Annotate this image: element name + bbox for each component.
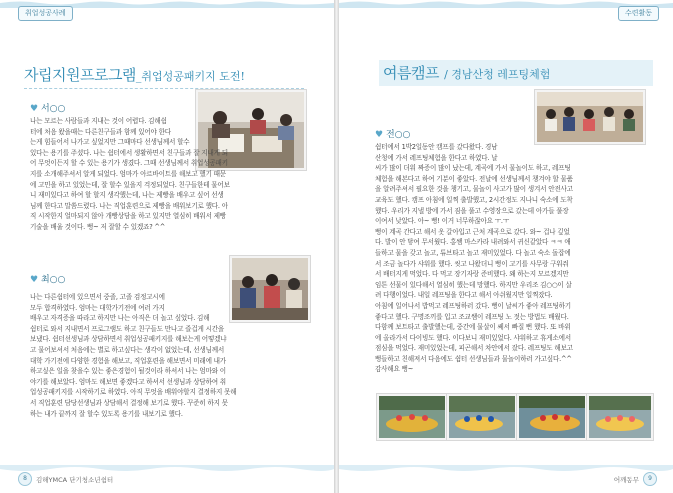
left-section-tab: 취업성공사례 — [18, 6, 73, 21]
left-page-number: 8 — [18, 472, 32, 486]
story-line: 하는 내가 끝까지 잘 할수 있도록 용기를 내보기로 했다. — [30, 409, 183, 418]
right-section-tab: 수련활동 — [618, 6, 659, 21]
right-author — [375, 127, 410, 140]
left-page-title — [24, 64, 304, 89]
right-footer: 어깨동무 — [613, 476, 639, 484]
story-line: 하고싶은 일을 찾을수 있는 좋은경험이 될것이라 하셔서 나는 엄마와 이 — [30, 367, 226, 376]
story-line: 산청에 가서 레프팅체험을 한다고 하였다. 날 — [375, 153, 498, 162]
story-line: 터에 처음 왔을때는 다른친구들과 함께 있어야 한다 — [30, 127, 171, 136]
photo-camp-group — [535, 90, 645, 144]
left-title-sub: _취업성공패키지 도전! — [135, 70, 245, 83]
story-line: 니 재미있다고 하여 할 할지 생각했는데, 나는 제빵을 배우고 싶어 선생 — [30, 191, 224, 200]
photo-rafting-4 — [587, 394, 653, 440]
story-line: 했다. 우리가 지낼 방에 가서 짐을 풀고 수영장으로 갔는데 아가들 풀장 — [375, 206, 569, 215]
story-line: 다함께 보트타고 출발했는데, 중간에 물살이 쎄서 빠질 뻔 했다. 또 바위 — [375, 323, 571, 332]
left-author-1 — [30, 101, 65, 114]
story-line: 임튼 선물이 있다해서 열심히 했는데 망했다. 하지만 우리조 김○○이 살 — [375, 280, 572, 289]
story-line: 는게 힘들어서 나가고 싶었지만 그때마다 선생님께서 할수 — [30, 138, 190, 147]
story-line: 점심을 먹었다. 재미있었는데, 피곤해서 차안에서 잤다. 레프팅도 해보고 — [375, 344, 573, 353]
story-line: 나는 다른쉼터에 있으면서 중졸, 고졸 검정고시에 — [30, 293, 165, 301]
story-line: 기술을 배울 것이다. 뻥~ 저 잘할 수 있겠죠? ^^ — [30, 222, 166, 231]
story-line: 들하고 물을 갖고 놀고, 튜브타고 놀고 재미있었다. 다 놀고 숙소 돌잡에 — [375, 248, 571, 257]
story-line: 있다는 용기를 주셨다. 나는 쉼터에서 생활하면서 친구들과 잘 지내게 되 — [30, 148, 228, 157]
right-page-number: 9 — [643, 472, 657, 486]
story-line: 님께 한다고 말씀드렸다. 나는 직업훈련으로 제빵을 배워보기로 했다. 아 — [30, 201, 228, 210]
story-line: 뻥이 계곡 간다고 해서 옷 갈아입고 근처 계곡으로 갔다. 와~ 겁나 깊었 — [375, 227, 570, 236]
left-footer: 김해YMCA 단기청소년쉼터 — [36, 476, 114, 484]
story-line: 배우고 자격증을 따라고 하지만 나는 아직은 더 놀고 싶었다. 김해 — [30, 314, 210, 323]
story-line: 대학 가기전에 다양한 경험을 해보고, 직업훈련을 해보면서 미래에 내가 — [30, 356, 226, 365]
story-line: 에 올라가서 다이빙도 했다. 이다보니 재미있었다. 샤워하고 휴게소에서 — [375, 333, 571, 342]
left-title-main: 자립지원프로그램 — [24, 66, 136, 84]
story-line: 서 배터지게 먹었다. 다 먹고 장기자랑 준비했다. 왜 하는지 모르겠지만 — [375, 270, 569, 279]
bottom-wave-decoration — [0, 465, 334, 473]
right-story — [375, 142, 573, 375]
story-line: 교육도 했다. 캠프 아침에 일찍 출발했고, 2시간정도 지나니 숙소에 도착 — [375, 195, 573, 204]
heart-icon: ♥ — [375, 130, 384, 140]
right-title-main: 여름캠프 — [383, 64, 439, 82]
author-2-name: 최○○ — [40, 275, 66, 285]
bottom-wave-decoration — [339, 465, 673, 473]
story-line: 야기를 해보았다. 엄마도 해보면 좋겠다고 하셔서 선생님과 상담하여 취 — [30, 377, 226, 386]
story-line: 서 직업훈련 담당선생님과 상담해서 결정해 보기로 했다. 꾸준히 하지 못 — [30, 398, 228, 407]
left-story-2 — [30, 292, 236, 419]
story-line: 모두 합격하였다. 엄마는 대학가기전에 여러 가지 — [30, 303, 165, 312]
story-line: 을 알려주셔서 필요한 것을 챙기고, 물놀이 사고가 많이 생겨서 안전사고 — [375, 185, 573, 194]
story-line: 업성공패키지를 시작하기로 하였다. 아직 무엇을 배워야할지 결정하지 못해 — [30, 388, 237, 397]
story-line: 에 고민을 하고 있었는데, 잘 할수 있을지 걱정되었다. 친구들한테 물어보 — [30, 180, 230, 189]
left-story-1 — [30, 116, 230, 233]
author-1-name: 서○○ — [40, 104, 66, 114]
story-line: 려 다행이었다. 내일 레프팅을 한다고 해서 아쉬웠지만 일찍잤다. — [375, 291, 553, 300]
left-page — [0, 0, 334, 493]
right-page-title — [379, 60, 653, 86]
story-line: 고 물어보셔서 처음에는 별로 하고싶다는 생각이 없었는데, 선생님께서 — [30, 345, 225, 354]
story-line: 쉼터로 와서 지내면서 프로그램도 하고 친구들도 만나고 즐겁게 시간을 — [30, 324, 225, 333]
photo-group-activity — [230, 256, 310, 322]
story-line: 보냈다. 쉼터선생님과 상담하면서 취업성공패키지를 해보는게 어떻겠냐 — [30, 335, 227, 344]
story-line: 다. 발이 안 닿여 무서웠다. 홍쌤 마스카라 내려와서 귀신같았다 ㅋㅋ 애 — [375, 238, 571, 247]
story-line: 좋다고 했다. 구명조끼를 입고 조교쌤이 레프팅 노 젓는 방법도 배웠다. — [375, 312, 569, 321]
story-line: 직 시작한지 얼마되지 않아 개빵상담을 하고 있지만 열심히 배워서 제빵 — [30, 212, 226, 221]
story-line: 체험을 해본다고 하여 기분이 좋았다. 전날에 선생님께서 챙겨야 할 물품 — [375, 174, 573, 183]
author-name: 전○○ — [385, 130, 411, 140]
story-line: 서 조금 놀다가 샤워를 했다. 씻고 나왔더니 뻥이 고기를 사무랑 구워줘 — [375, 259, 569, 268]
story-line: 지를 소개해주셔서 알게 되었다. 엄마가 아르바이트를 해보고 했기 때문 — [30, 169, 226, 178]
left-author-2 — [30, 272, 65, 285]
heart-icon: ♥ — [30, 104, 39, 114]
story-line: 뻥들하고 친해져서 다음에도 쉼터 선생님들과 물놀이하러 가고싶다.^^ — [375, 354, 572, 363]
right-title-sub: / 경남산청 레프팅체험 — [444, 68, 551, 81]
story-line: 이여서 낮았다. 아~ 뻥! 이거 너무하잖아요 ㅜ.ㅜ — [375, 217, 509, 226]
story-line: 나는 모르는 사람들과 지내는 것이 어렵다. 김해쉼 — [30, 117, 167, 125]
right-page — [339, 0, 673, 493]
photo-rafting-1 — [377, 394, 447, 440]
story-line: 씨가 많이 더워 짜증이 많이 났는데, 계곡에 가서 물놀이도 하고, 레프팅 — [375, 164, 571, 173]
story-line: 아침에 일어나서 밥먹고 레프팅하러 갔다. 뻥이 날씨가 좋아 레프팅하기 — [375, 301, 571, 310]
photo-rafting-3 — [517, 394, 587, 440]
photo-rafting-2 — [447, 394, 517, 440]
story-line: 어 무엇이든지 할 수 있는 용기가 생겼다. 그때 선생님께서 취업성공패키 — [30, 159, 228, 168]
heart-icon: ♥ — [30, 275, 39, 285]
story-line: 쉼터에서 1박2일동안 캠프를 갔다왔다. 경남 — [375, 143, 498, 151]
story-line: 감사해요 뻥~ — [375, 365, 414, 374]
